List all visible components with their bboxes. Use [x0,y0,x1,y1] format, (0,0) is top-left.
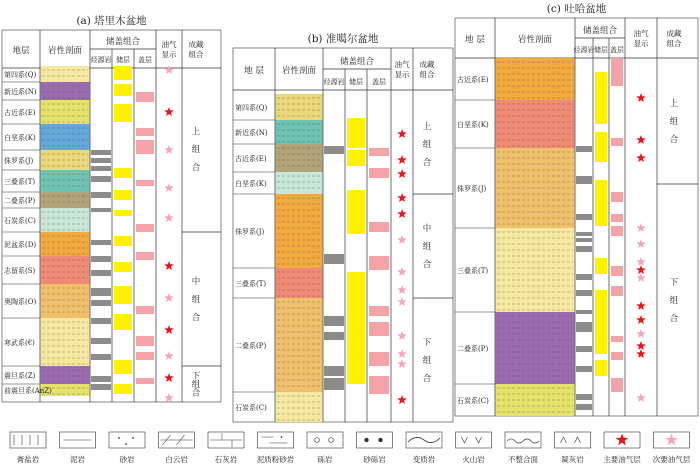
strata-label: 新近系(N) [4,88,37,96]
major-oil-star [636,93,646,102]
lithology-block [41,256,90,284]
lithology-block [496,312,575,384]
assembly-label: 下组合 [422,338,432,384]
legend-label: 泥质粉砂岩 [256,455,295,464]
cap-rock-block [611,192,623,202]
source-rock-block [576,238,592,242]
cap-rock-block [136,92,154,102]
minor-oil-star [164,65,174,74]
source-rock-block [91,376,111,382]
source-rock-block [576,322,592,332]
source-rock-block [576,290,592,296]
strata-label: 泥盆系(D) [4,241,37,249]
major-oil-star [164,373,174,382]
header-oil: 油气显示 [161,40,177,59]
source-rock-block [91,150,111,155]
header-source: 烃源岩 [323,78,345,86]
source-rock-block [91,208,111,212]
header-form: 成藏组合 [666,29,682,48]
legend-item [653,432,691,464]
cap-rock-block [369,306,389,316]
source-rock-block [576,232,592,236]
major-oil-star [397,155,407,164]
minor-oil-star [636,273,646,282]
panel-junggar [233,32,453,422]
major-oil-star [636,349,646,358]
reservoir-block [595,132,607,162]
legend-label: 主要油气层 [603,455,641,464]
reservoir-block [114,286,132,304]
legend-item [555,432,591,464]
reservoir-block [114,314,132,330]
source-rock-block [91,270,111,276]
header-combo: 储盖组合 [582,26,618,36]
major-oil-star [164,261,174,270]
minor-oil-star [397,285,407,294]
major-oil-star [636,301,646,310]
lithology-block [276,144,323,172]
legend-item [60,432,96,464]
minor-oil-star [164,213,174,222]
strata-label: 三叠系(T) [457,267,489,275]
cap-rock-block [611,266,623,276]
cap-rock-block [136,378,154,384]
source-rock-block [576,246,592,252]
pattern-mark [125,443,127,445]
lithology-block [41,192,90,208]
cap-rock-block [369,148,389,156]
minor-oil-star [397,359,407,368]
major-oil-star [397,129,407,138]
source-rock-block [576,274,592,280]
panel-tarim [2,14,221,402]
source-rock-block [324,316,344,326]
lithology-block [496,58,575,100]
source-rock-block [324,378,344,390]
legend-item [307,432,343,464]
cap-rock-block [136,252,154,260]
lithology-block [41,284,90,318]
lithology-block [276,298,323,392]
major-oil-star [397,169,407,178]
legend-item [257,432,295,464]
assembly-label: 下组合 [191,371,201,399]
reservoir-block [347,118,365,148]
header-form: 成藏组合 [419,60,435,79]
strata-label: 二叠系(P) [235,342,267,350]
reservoir-block [595,258,607,274]
cap-rock-block [136,180,154,186]
strata-label: 志留系(S) [4,267,36,275]
strata-label: 侏罗系(J) [235,228,265,236]
header-cap: 盖层 [610,46,624,54]
strata-label: 石炭系(C) [4,217,36,225]
legend-label: 砾岩 [317,455,333,464]
legend-swatch [307,432,343,448]
strata-label: 二叠系(P) [457,345,489,353]
header-source: 烃源岩 [90,56,112,64]
legend-item [406,432,442,464]
reservoir-block [114,384,132,394]
legend-swatch [109,432,145,448]
legend-item [10,432,46,464]
source-rock-block [91,338,111,344]
header-combo: 储盖组合 [339,57,375,67]
pattern-mark [118,437,120,439]
pattern-mark [281,436,283,438]
legend-item [505,432,541,464]
legend-label: 不整合面 [508,455,538,464]
header-litho: 岩性剖面 [517,35,553,45]
strata-label: 古近系(E) [4,109,36,117]
cap-rock-block [611,378,623,392]
header-litho: 岩性剖面 [47,46,83,56]
reservoir-block [114,84,132,96]
cap-rock-block [136,306,154,314]
cap-rock-block [136,352,154,360]
cap-rock-block [369,222,389,232]
strata-label: 第四系(Q) [235,104,268,112]
lithology-block [41,208,90,232]
major-oil-star [636,153,646,162]
minor-oil-star [397,235,407,244]
pattern-mark [132,437,134,439]
strata-label: 侏罗系(J) [457,185,487,193]
source-rock-block [91,240,111,245]
reservoir-block [114,236,132,246]
lithology-block [41,318,90,366]
source-rock-block [91,318,111,324]
header-reservoir: 储层 [116,56,130,64]
reservoir-block [114,210,132,216]
reservoir-block [114,360,132,374]
source-rock-block [91,256,111,262]
source-rock-block [576,394,592,400]
minor-oil-star [164,183,174,192]
major-oil-star [636,315,646,324]
reservoir-block [347,150,365,166]
panel-title: (b) 准噶尔盆地 [307,33,379,45]
reservoir-block [595,180,607,226]
cap-rock-block [136,128,154,136]
legend-swatch [10,432,46,448]
lithology-block [276,194,323,268]
legend-swatch [258,432,294,448]
legend-label: 凝灰岩 [561,455,584,464]
assembly-label: 中组合 [191,277,201,323]
cap-rock-block [369,352,389,366]
lithology-block [496,100,575,148]
reservoir-block [595,84,607,124]
reservoir-block [114,190,132,200]
reservoir-block [114,168,132,178]
minor-oil-star [636,393,646,402]
strata-label: 古近系(E) [235,155,267,163]
source-rock-block [324,146,344,154]
cap-rock-block [611,336,623,342]
major-oil-star [164,107,174,116]
source-rock-block [91,166,111,171]
cap-rock-block [611,226,623,236]
minor-oil-star [164,145,174,154]
minor-oil-star [397,267,407,276]
source-rock-block [91,176,111,182]
assembly-label: 上组合 [669,99,679,145]
strata-label: 白垩系(K) [235,180,267,188]
source-rock-block [91,354,111,360]
strata-label: 奥陶系(O) [4,298,37,306]
strata-label: 第四系(Q) [4,71,37,79]
major-oil-star [164,325,174,334]
legend-label: 石灰岩 [214,455,238,464]
header-cap: 盖层 [138,56,152,64]
legend-label: 白云岩 [165,455,188,464]
source-rock-block [91,158,111,163]
legend-item [603,432,641,464]
minor-oil-star [164,393,174,402]
source-rock-block [91,288,111,296]
cap-rock-block [369,168,389,178]
reservoir-block [347,190,365,234]
minor-oil-star [636,329,646,338]
source-rock-block [91,192,111,198]
lithology-block [41,170,90,192]
header-combo: 储盖组合 [105,37,141,47]
source-rock-block [576,310,592,314]
cap-rock-block [611,138,623,146]
header-oil: 油气显示 [394,60,410,79]
minor-oil-star [397,331,407,340]
major-oil-star [636,265,646,274]
cap-rock-block [369,322,389,336]
lithology-block [496,228,575,312]
reservoir-block [114,66,132,80]
cap-rock-block [611,214,623,222]
major-oil-star [636,135,646,144]
legend-item [456,432,492,464]
lithology-block [41,66,90,82]
source-rock-block [576,214,592,220]
source-rock-block [576,176,592,184]
legend-label: 膏盐岩 [16,455,40,464]
minor-oil-star [397,349,407,358]
strata-label: 石炭系(C) [235,404,267,412]
panel-title: (c) 吐哈盆地 [546,3,607,15]
minor-oil-star [397,297,407,306]
legend-item [357,432,393,464]
major-oil-star [397,193,407,202]
header-litho: 岩性剖面 [281,66,317,76]
minor-oil-star [636,223,646,232]
cap-rock-block [136,224,154,232]
header-strata: 地 层 [244,66,264,76]
header-cap: 盖层 [372,78,386,86]
pattern-mark [378,438,382,442]
major-oil-star [636,341,646,350]
strata-label: 新近系(N) [235,129,268,137]
header-reservoir: 储层 [349,78,363,86]
lithology-block [41,100,90,124]
legend-item [159,432,195,464]
lithology-block [276,268,323,298]
cap-rock-block [611,58,623,86]
source-rock-block [576,366,592,372]
legend-label: 变质岩 [412,455,436,464]
lithology-block [276,120,323,144]
strata-label: 古近系(E) [457,76,489,84]
strata-label: 二叠系(P) [4,197,36,205]
lithology-block [41,366,90,384]
strata-label: 三叠系(T) [4,178,36,186]
legend-label: 砂岩 [119,455,135,464]
header-source: 烃源岩 [573,46,595,54]
source-rock-block [576,346,592,352]
lithology-block [41,232,90,256]
minor-oil-star [164,293,174,302]
major-oil-star [397,209,407,218]
strata-label: 石炭系(C) [457,397,489,405]
header-strata: 地层 [12,46,30,56]
reservoir-block [114,262,132,272]
panel-turpan-hami [455,2,698,416]
major-oil-star [397,395,407,404]
legend-swatch [555,432,591,448]
strata-label: 震旦系(Z) [4,372,36,380]
source-rock-block [324,366,344,376]
source-rock-block [576,404,592,410]
cap-rock-block [369,256,389,270]
cap-rock-block [611,352,623,360]
legend-swatch [456,432,492,448]
assembly-label: 下组合 [669,278,679,324]
source-rock-block [91,384,111,390]
reservoir-block [595,290,607,354]
strata-label: 侏罗系(J) [4,157,34,165]
legend-swatch [357,432,393,448]
assembly-label: 上组合 [191,127,201,173]
header-oil: 油气显示 [633,29,649,48]
lithology-block [41,82,90,100]
legend-label: 泥岩 [70,455,85,464]
assembly-label: 中组合 [422,224,432,270]
header-reservoir: 储层 [594,46,608,54]
source-rock-block [324,332,344,340]
lithology-block [276,392,323,422]
legend-label: 次要油气层 [652,455,691,464]
header-form: 成藏组合 [188,40,204,59]
reservoir-block [114,104,132,122]
minor-oil-star [636,239,646,248]
lithology-block [276,172,323,194]
minor-oil-star [636,257,646,266]
minor-oil-star [164,351,174,360]
source-rock-block [324,254,344,264]
source-rock-block [91,300,111,306]
cap-rock-block [136,336,154,346]
assembly-label: 上组合 [422,122,432,168]
strata-label: 三叠系(T) [235,280,267,288]
pattern-mark [364,438,368,442]
strata-label: 寒武系(€) [4,339,35,347]
legend [10,432,691,464]
strata-label: 前震旦系(AnZ) [4,387,52,395]
cap-rock-block [136,140,154,154]
header-strata: 地 层 [465,35,485,45]
strata-label: 白垩系(K) [4,134,36,142]
reservoir-block [595,360,607,376]
cap-rock-block [369,376,389,394]
source-rock-block [576,146,592,152]
legend-item [208,432,244,464]
panel-title: (a) 塔里木盆地 [76,15,147,27]
legend-label: 砂砾岩 [363,455,386,464]
cap-rock-block [611,286,623,296]
strata-label: 白垩系(K) [457,121,489,129]
reservoir-block [347,272,365,384]
legend-swatch [505,432,541,448]
legend-label: 火山岩 [462,455,485,464]
legend-item [109,432,145,464]
